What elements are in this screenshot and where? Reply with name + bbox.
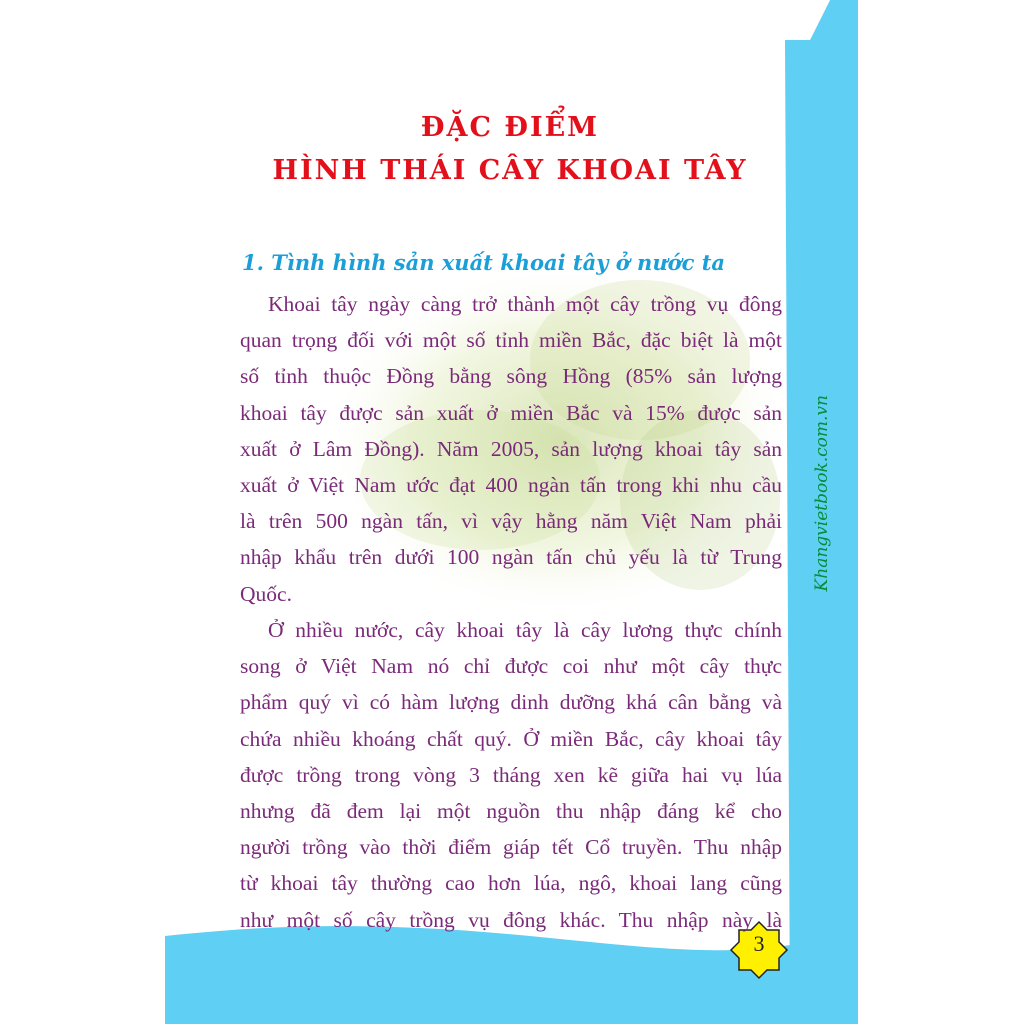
paragraph-line: nhưng đã đem lại một nguồn thu nhập đáng kể cho — [240, 799, 782, 824]
page-number: 3 — [753, 931, 765, 956]
paragraph-line: người trồng vào thời điểm giáp tết Cổ truyền. Thu nhập — [240, 835, 782, 860]
paragraph-line: Khoai tây ngày càng trở thành một cây trồng vụ đông — [268, 292, 782, 316]
paragraph-line: khoai tây được sản xuất ở miền Bắc và 15% được sản — [240, 400, 782, 425]
publisher-watermark-text: Khangvietbook.com.vn — [812, 395, 832, 592]
paragraph-line: được trồng trong vòng 3 tháng xen kẽ giữa hai vụ lúa — [240, 762, 782, 787]
paragraph-line: là trên 500 ngàn tấn, vì vậy hằng năm Việt Nam phải — [240, 509, 782, 534]
paragraph-line: Ở nhiều nước, cây khoai tây là cây lương thực chính — [268, 618, 782, 642]
chapter-title-line-2: HÌNH THÁI CÂY KHOAI TÂY — [272, 155, 748, 186]
paragraph-line: xuất ở Lâm Đồng). Năm 2005, sản lượng khoai tây sản — [240, 436, 782, 461]
chapter-title-line-1: ĐẶC ĐIỂM — [420, 112, 600, 143]
publisher-watermark — [812, 395, 842, 645]
section-heading: 1. Tình hình sản xuất khoai tây ở nước ta — [242, 250, 725, 275]
paragraph-line: song ở Việt Nam nó chỉ được coi như một cây thực — [240, 654, 782, 679]
paragraph-line: như một số cây trồng vụ đông khác. Thu nhập này là — [240, 907, 782, 932]
paragraph-line: xuất ở Việt Nam ước đạt 400 ngàn tấn trong khi nhu cầu — [240, 473, 782, 498]
paragraph-line: từ khoai tây thường cao hơn lúa, ngô, khoai lang cũng — [240, 871, 782, 896]
paragraph-line: chứa nhiều khoáng chất quý. Ở miền Bắc, cây khoai tây — [240, 726, 782, 751]
paragraph-line: quan trọng đối với một số tỉnh miền Bắc, đặc biệt là một — [240, 328, 782, 353]
paragraph-line: phẩm quý vì có hàm lượng dinh dưỡng khá cân bằng và — [240, 690, 782, 715]
paragraph-2 — [240, 612, 782, 938]
paragraph-line: nhập khẩu trên dưới 100 ngàn tấn chủ yếu là từ Trung — [240, 545, 782, 570]
paragraph-1 — [240, 286, 782, 612]
bottom-blue-wave — [165, 926, 790, 1024]
paragraph-line: Quốc. — [240, 581, 292, 606]
paragraph-line: số tỉnh thuộc Đồng bằng sông Hồng (85% sản lượng — [240, 364, 782, 389]
